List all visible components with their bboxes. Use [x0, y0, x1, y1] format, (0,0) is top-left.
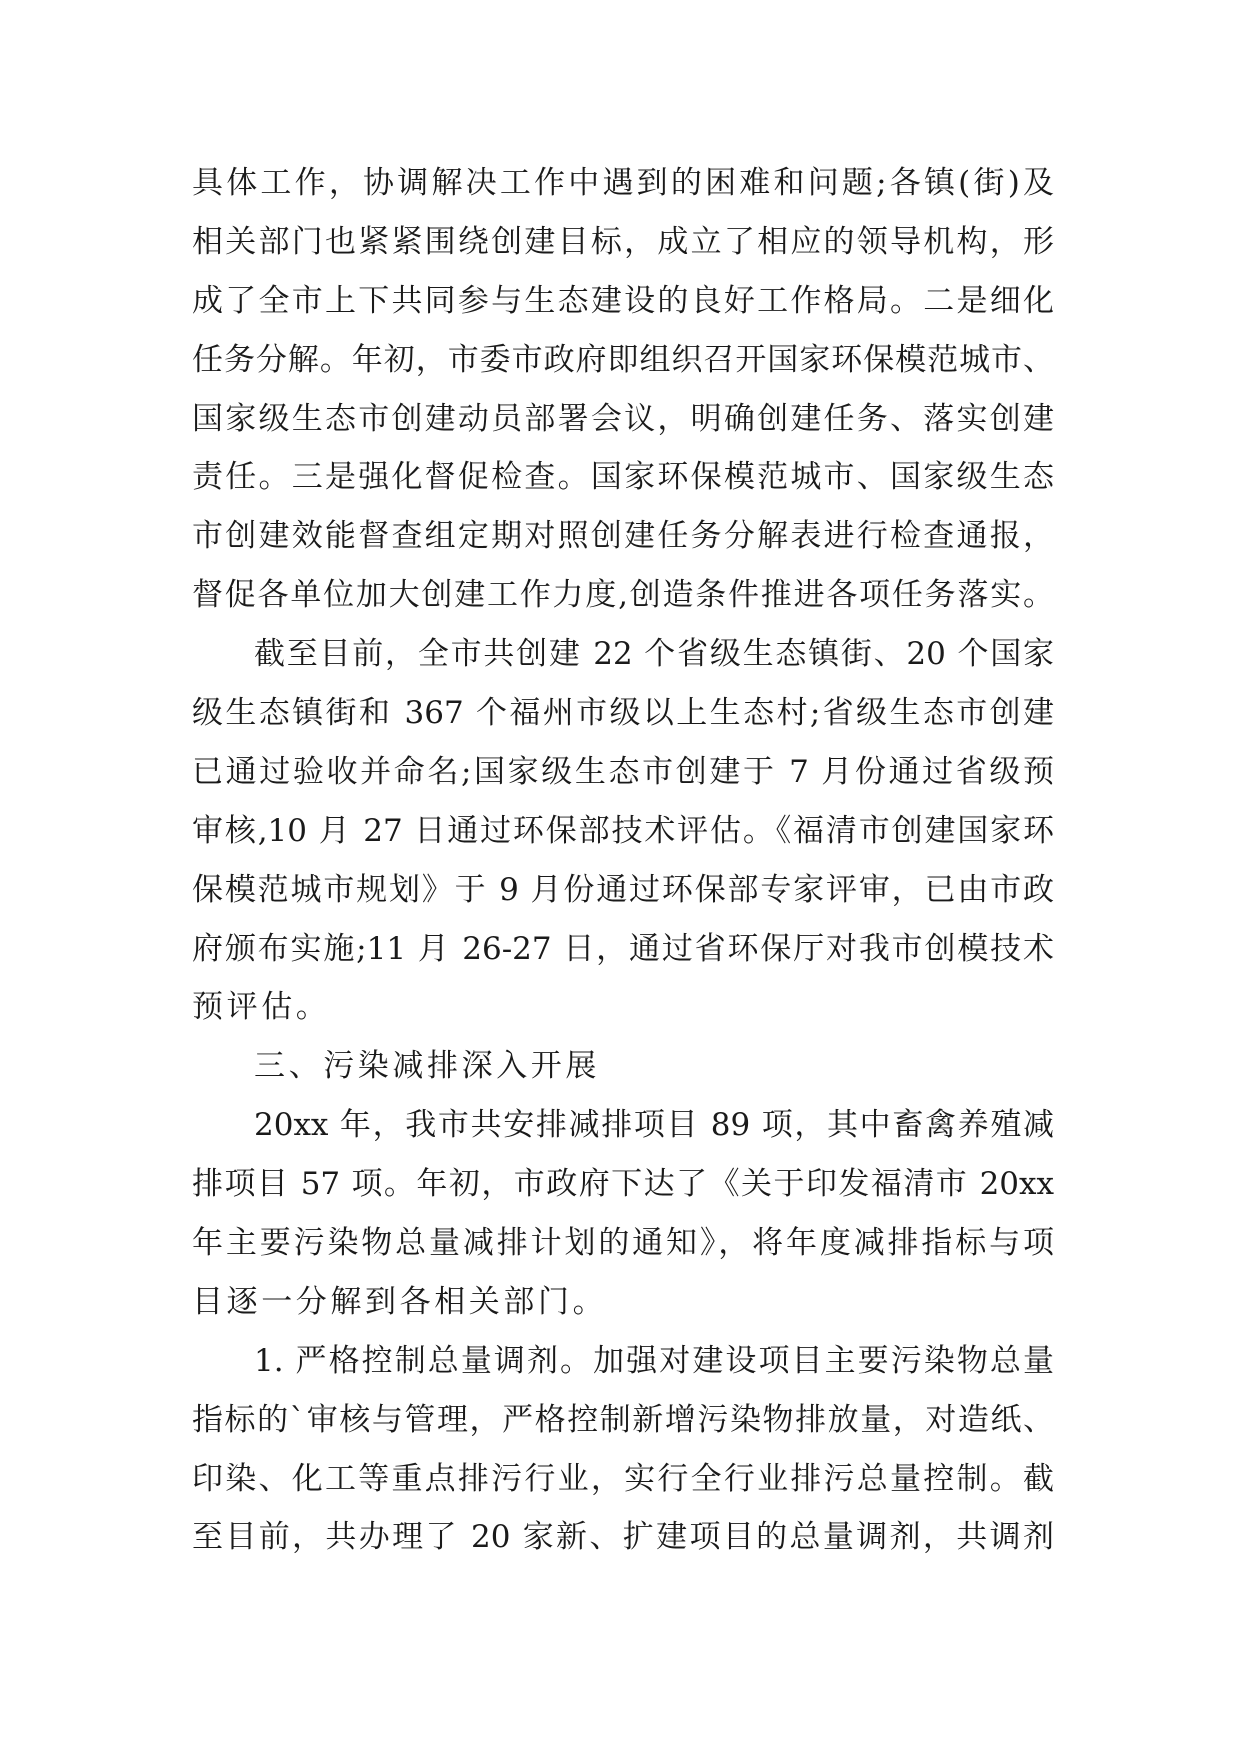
text-line: 府颁布实施;11 月 26-27 日，通过省环保厅对我市创模技术 — [192, 930, 1054, 967]
text-line: 截至目前，全市共创建 22 个省级生态镇街、20 个国家 — [254, 636, 1054, 673]
text-line: 1. 严格控制总量调剂。加强对建设项目主要污染物总量 — [254, 1342, 1054, 1379]
text-line: 排项目 57 项。年初，市政府下达了《关于印发福清市 20xx — [192, 1166, 1054, 1203]
text-line: 至目前，共办理了 20 家新、扩建项目的总量调剂，共调剂 — [192, 1519, 1054, 1556]
document-body — [192, 154, 1054, 1567]
text-line: 级生态镇街和 367 个福州市级以上生态村;省级生态市创建 — [192, 695, 1054, 732]
text-line: 保模范城市规划》于 9 月份通过环保部专家评审，已由市政 — [192, 871, 1054, 908]
text-line: 预评估。 — [192, 989, 331, 1026]
text-line: 任务分解。年初，市委市政府即组织召开国家环保模范城市、 — [192, 341, 1054, 378]
text-line: 印染、化工等重点排污行业，实行全行业排污总量控制。截 — [192, 1460, 1054, 1497]
section-heading: 三、污染减排深入开展 — [254, 1048, 600, 1085]
text-line: 国家级生态市创建动员部署会议，明确创建任务、落实创建 — [192, 400, 1054, 437]
text-line: 20xx 年，我市共安排减排项目 89 项，其中畜禽养殖减 — [254, 1107, 1054, 1144]
text-line: 指标的`审核与管理，严格控制新增污染物排放量，对造纸、 — [192, 1401, 1054, 1438]
text-line: 年主要污染物总量减排计划的通知》，将年度减排指标与项 — [192, 1225, 1054, 1262]
text-line: 目逐一分解到各相关部门。 — [192, 1283, 608, 1320]
text-line: 具体工作，协调解决工作中遇到的困难和问题;各镇(街)及 — [192, 165, 1054, 201]
text-line: 成了全市上下共同参与生态建设的良好工作格局。二是细化 — [192, 282, 1054, 319]
text-line: 已通过验收并命名;国家级生态市创建于 7 月份通过省级预 — [192, 753, 1054, 790]
text-line: 市创建效能督查组定期对照创建任务分解表进行检查通报， — [192, 518, 1054, 555]
text-line: 相关部门也紧紧围绕创建目标，成立了相应的领导机构，形 — [192, 223, 1054, 260]
text-line: 督促各单位加大创建工作力度,创造条件推进各项任务落实。 — [192, 577, 1054, 614]
text-line: 责任。三是强化督促检查。国家环保模范城市、国家级生态 — [192, 459, 1054, 496]
text-line: 审核,10 月 27 日通过环保部技术评估。《福清市创建国家环 — [192, 812, 1054, 849]
